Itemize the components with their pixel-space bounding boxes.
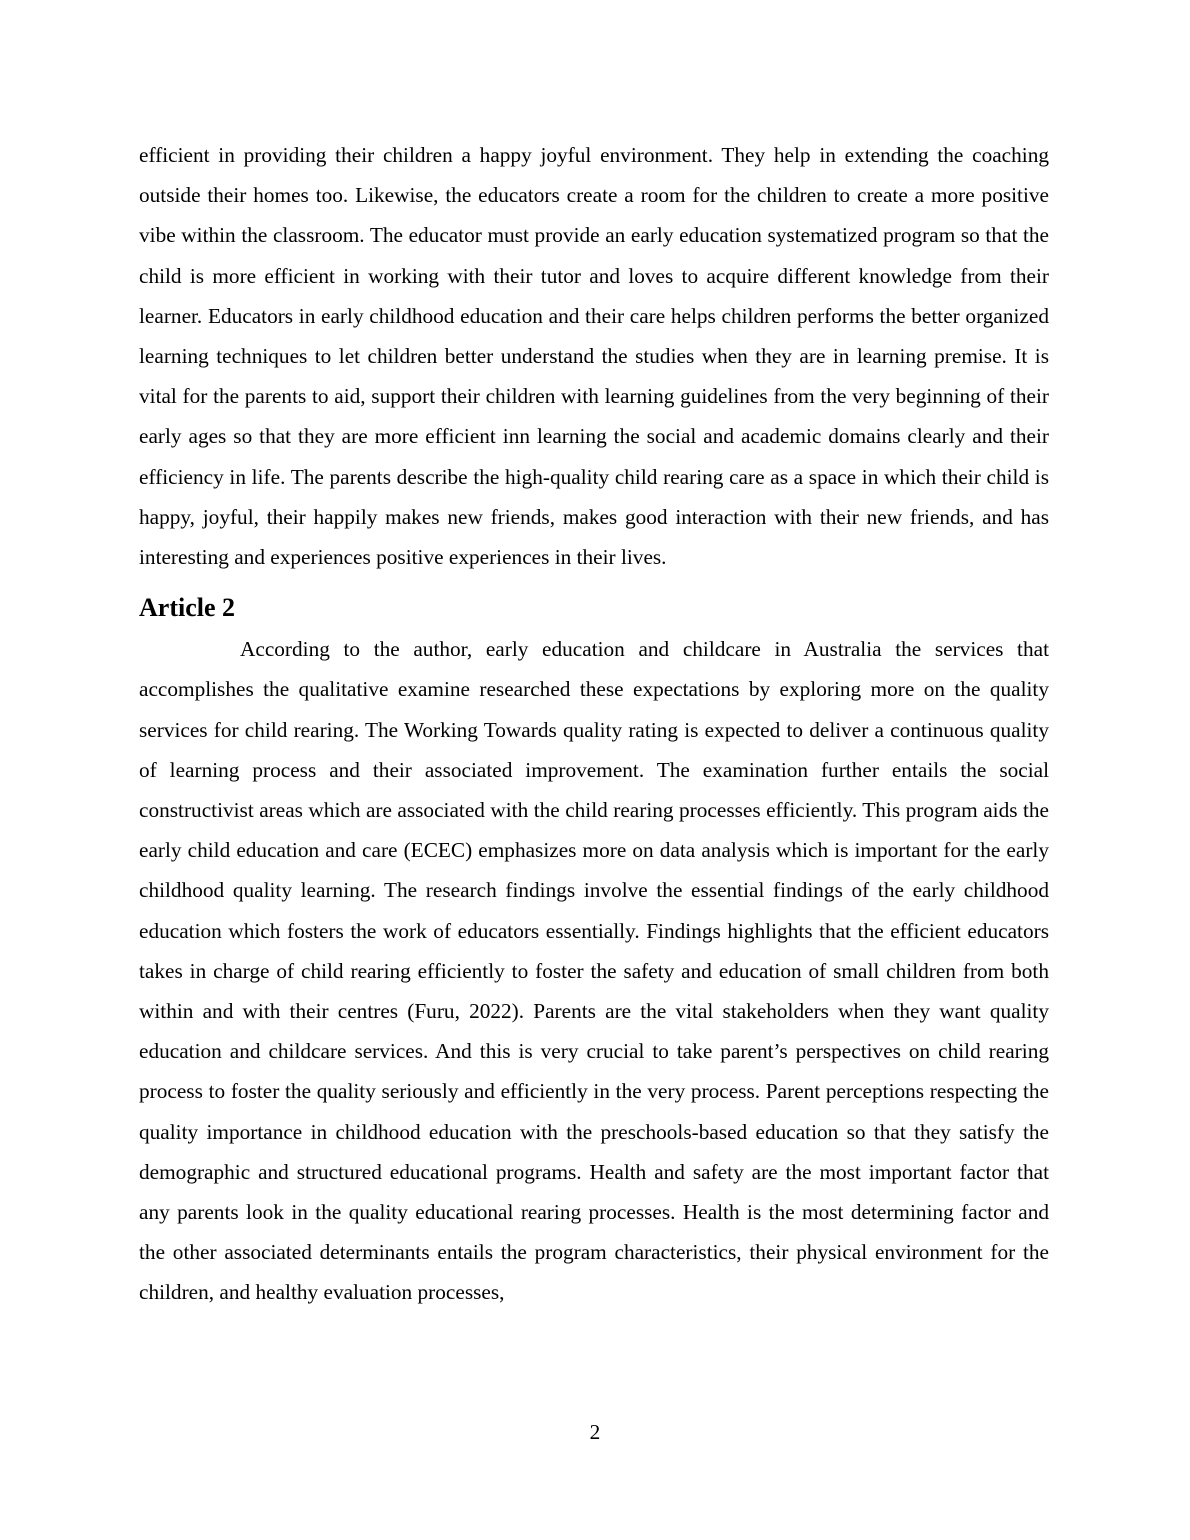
body-paragraph-2: According to the author, early education and childcare in Australia the services that accomplishes the qualitative examine researched these expectations by exploring more on the quality services for child rearing. The Working Towards quality rating is expected to deliver a continuous quality of learning process and their associated improvement. The examination further entails the social constructivist areas which are associated with the child rearing processes efficiently. This program aids the early child education and care (ECEC) emphasizes more on data analysis which is important for the early childhood quality learning. The research findings involve the essential findings of the early childhood education which fosters the work of educators essentially. Findings highlights that the efficient educators takes in charge of child rearing efficiently to foster the safety and education of small children from both within and with their centres (Furu, 2022). Parents are the vital stakeholders when they want quality education and childcare services. And this is very crucial to take parent’s perspectives on child rearing process to foster the quality seriously and efficiently in the very process. Parent perceptions respecting the quality importance in childhood education with the preschools-based education so that they satisfy the demographic and structured educational programs. Health and safety are the most important factor that any parents look in the quality educational rearing processes. Health is the most determining factor and the other associated determinants entails the program characteristics, their physical environment for the children, and healthy evaluation processes,	[139, 637, 1049, 1305]
page-number: 2	[589, 1420, 601, 1444]
section-heading-article-2: Article 2	[139, 593, 236, 623]
page-body	[139, 135, 1049, 1313]
body-paragraph-1: efficient in providing their children a happy joyful environment. They help in extending the coaching outside their homes too. Likewise, the educators create a room for the children to create a more positive vibe within the classroom. The educator must provide an early education systematized program so that the child is more efficient in working with their tutor and loves to acquire different knowledge from their learner. Educators in early childhood education and their care helps children performs the better organized learning techniques to let children better understand the studies when they are in learning premise. It is vital for the parents to aid, support their children with learning guidelines from the very beginning of their early ages so that they are more efficient inn learning the social and academic domains clearly and their efficiency in life. The parents describe the high-quality child rearing care as a space in which their child is happy, joyful, their happily makes new friends, makes good interaction with their new friends, and has interesting and experiences positive experiences in their lives.	[139, 143, 1049, 570]
